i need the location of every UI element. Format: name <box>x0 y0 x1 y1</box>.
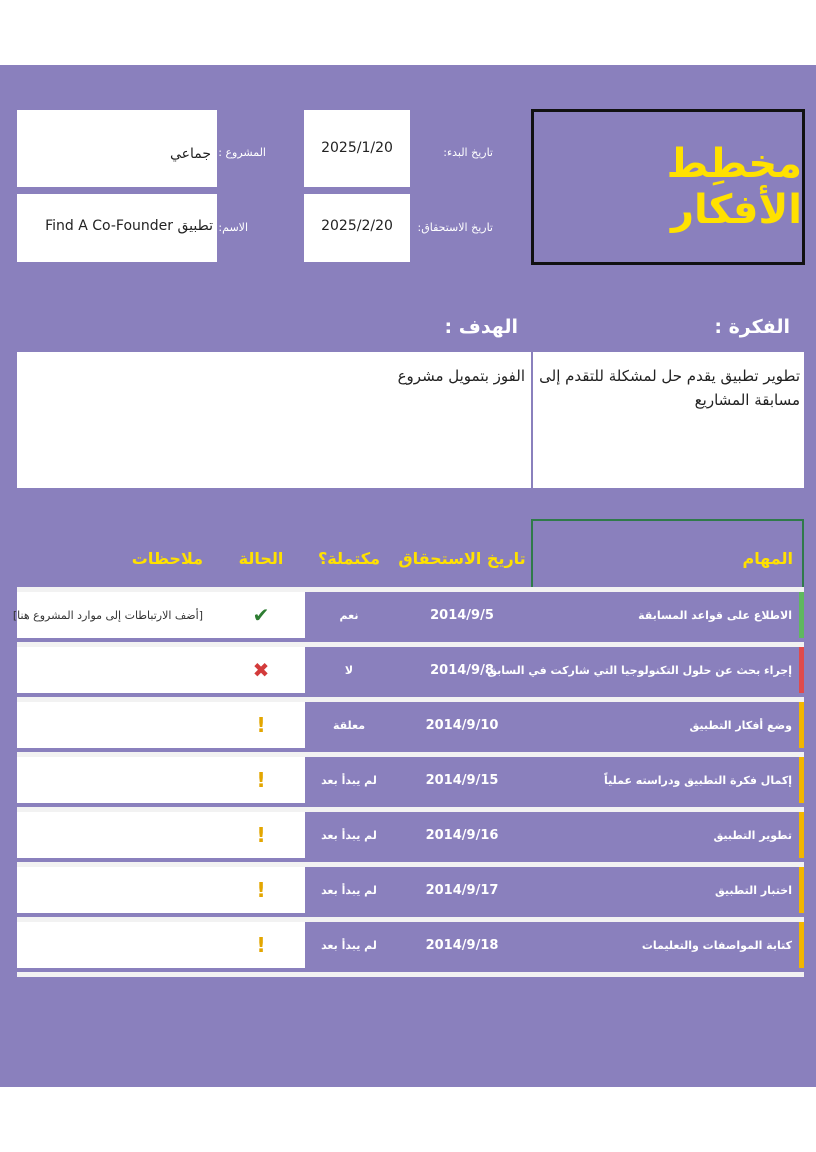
task-notes[interactable] <box>17 647 217 693</box>
check-icon: ✔ <box>217 592 305 638</box>
task-completed: لم يبدأ بعد <box>321 883 377 897</box>
task-notes[interactable] <box>17 757 217 803</box>
idea-label: الفكرة : <box>714 316 790 338</box>
task-notes[interactable] <box>17 867 217 913</box>
start-date-value: 2025/1/20 <box>321 140 393 156</box>
table-row[interactable] <box>17 757 804 803</box>
task-due-date: 2014/9/17 <box>425 882 499 898</box>
task-completed: لا <box>344 663 354 677</box>
task-due-date: 2014/9/16 <box>425 827 499 843</box>
page-title: مخطِط الأفكار <box>666 141 802 233</box>
exclamation-icon: ! <box>217 867 305 913</box>
idea-box[interactable] <box>533 352 804 488</box>
row-divider <box>17 972 804 977</box>
due-date-value: 2025/2/20 <box>321 218 393 234</box>
exclamation-icon: ! <box>217 812 305 858</box>
idea-text: تطوير تطبيق يقدم حل لمشكلة للتقدم إلى مسابقة المشاريع <box>539 367 800 409</box>
exclamation-icon: ! <box>217 922 305 968</box>
task-name: كتابة المواصفات والتعليمات <box>641 938 792 952</box>
goal-label: الهدف : <box>444 316 518 338</box>
column-header-done: مكتملة؟ <box>318 549 380 568</box>
column-header-due: تاريخ الاستحقاق <box>398 549 526 568</box>
task-completed: معلقة <box>332 718 366 732</box>
task-notes[interactable] <box>17 702 217 748</box>
name-label: الاسم: <box>218 221 248 234</box>
start-date-label: تاريخ البدء: <box>443 146 493 159</box>
table-row[interactable] <box>17 812 804 858</box>
name-value: تطبيق Find A Co-Founder <box>45 218 213 234</box>
task-name: تطوير التطبيق <box>713 828 792 842</box>
task-completed: لم يبدأ بعد <box>321 828 377 842</box>
task-due-date: 2014/9/10 <box>425 717 499 733</box>
task-completed: نعم <box>339 608 359 622</box>
task-due-date: 2014/9/15 <box>425 772 499 788</box>
task-notes[interactable]: [أضف الارتباطات إلى موارد المشروع هنا] <box>17 592 217 638</box>
table-row[interactable] <box>17 922 804 968</box>
column-header-tasks: المهام <box>742 549 793 568</box>
task-name: وضع أفكار التطبيق <box>689 718 792 732</box>
task-name: اختبار التطبيق <box>715 883 792 897</box>
task-name: إجراء بحث عن حلول التكنولوجيا التي شاركت في السابق <box>487 663 792 677</box>
task-name: الاطلاع على قواعد المسابقة <box>638 608 792 622</box>
start-date-cell[interactable] <box>304 110 410 187</box>
task-due-date: 2014/9/8 <box>430 662 494 678</box>
task-name: إكمال فكرة التطبيق ودراسته عملياً <box>603 773 792 787</box>
goal-text: الفوز بتمويل مشروع <box>397 367 525 385</box>
task-completed: لم يبدأ بعد <box>321 938 377 952</box>
table-row[interactable] <box>17 867 804 913</box>
table-row[interactable] <box>17 647 804 693</box>
due-date-cell[interactable] <box>304 194 410 262</box>
goal-box[interactable] <box>17 352 531 488</box>
column-header-notes: ملاحظات <box>131 549 203 568</box>
due-date-label: تاريخ الاستحقاق: <box>417 221 493 234</box>
column-header-status: الحالة <box>238 549 284 568</box>
project-label: المشروع : <box>218 146 266 159</box>
table-row[interactable] <box>12 592 804 638</box>
task-due-date: 2014/9/5 <box>430 607 494 623</box>
project-cell[interactable] <box>17 110 217 187</box>
title-box <box>531 109 805 265</box>
project-value: جماعي <box>169 146 211 162</box>
task-notes[interactable] <box>17 812 217 858</box>
task-notes[interactable] <box>17 922 217 968</box>
task-due-date: 2014/9/18 <box>425 937 499 953</box>
cross-icon: ✖ <box>217 647 305 693</box>
exclamation-icon: ! <box>217 757 305 803</box>
task-completed: لم يبدأ بعد <box>321 773 377 787</box>
name-cell[interactable] <box>17 194 217 262</box>
exclamation-icon: ! <box>217 702 305 748</box>
table-row[interactable] <box>17 702 804 748</box>
